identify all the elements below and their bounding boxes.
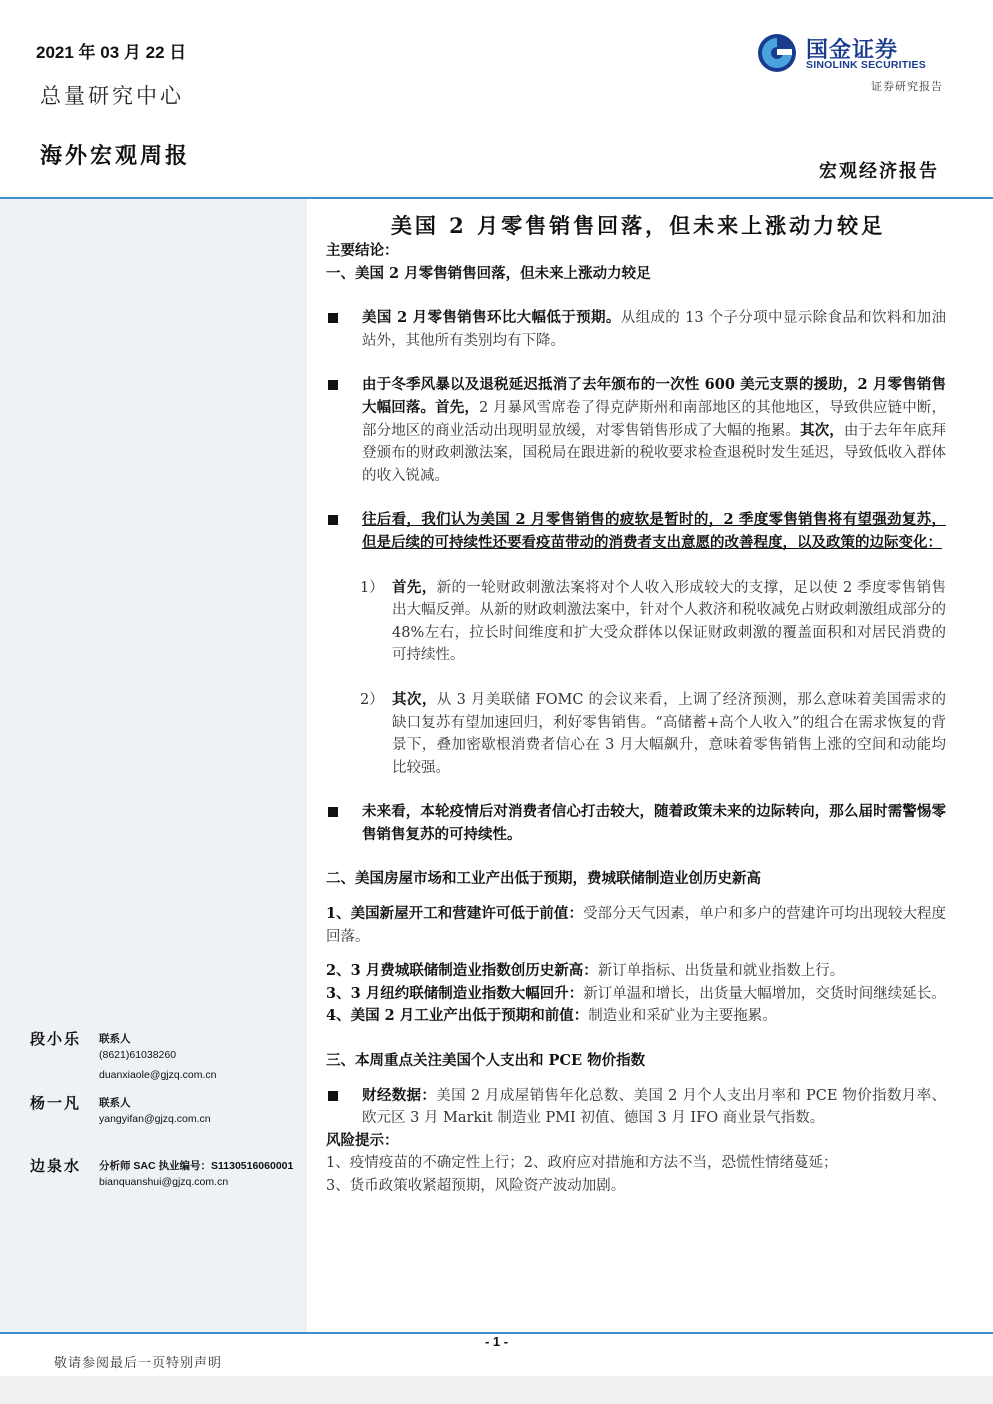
section2-item-4 — [326, 1005, 946, 1028]
analyst-email[interactable]: duanxiaole@gjzq.com.cn — [99, 1069, 217, 1081]
section1-heading: 一、美国 2 月零售销售回落，但未来上涨动力较足 — [326, 264, 651, 282]
section2-item-1 — [326, 903, 946, 948]
bullet-1 — [326, 307, 946, 352]
section2-item-2-text: 新订单指标、出货量和就业指数上行。 — [597, 963, 845, 980]
analyst-name: 段小乐 — [30, 1030, 82, 1048]
section2-item-4-text: 制造业和采矿业为主要拖累。 — [588, 1008, 777, 1025]
bullet-square-icon — [328, 515, 338, 525]
section2-heading: 二、美国房屋市场和工业产出低于预期，费城联储制造业创历史新高 — [326, 870, 761, 888]
analyst-role: 联系人 — [99, 1097, 131, 1109]
section2-item-3-bold: 3、3 月纽约联储制造业指数大幅回升： — [326, 984, 584, 1002]
main-content — [326, 240, 946, 1198]
report-title: 美国 2 月零售销售回落，但未来上涨动力较足 — [390, 213, 886, 238]
analyst-name: 边泉水 — [30, 1157, 82, 1175]
risk-line-2: 3、货币政策收紧超预期，风险资产波动加剧。 — [326, 1178, 626, 1194]
analyst-role: 分析师 SAC 执业编号：S1130516060001 — [99, 1160, 294, 1172]
report-type: 宏观经济报告 — [819, 161, 939, 182]
section2-item-1-bold: 1、美国新屋开工和营建许可低于前值： — [326, 905, 583, 923]
bullet-1-bold: 美国 2 月零售销售环比大幅低于预期。 — [362, 309, 621, 327]
sub-point-2-bold: 其次， — [392, 690, 437, 708]
bullet-2-text-2: 由于去年年底拜登颁布的财政刺激法案，国税局在跟进新的税收要求检查退税时发生延迟，导致低收入群体的收入锐减。 — [362, 422, 947, 484]
sinolink-logo — [756, 32, 942, 76]
page-number: - 1 - — [484, 1334, 509, 1349]
section3-bullet — [326, 1085, 946, 1130]
bullet-square-icon — [328, 380, 338, 390]
sub-point-1 — [326, 577, 946, 667]
bullet-square-icon — [328, 807, 338, 817]
bullet-2 — [326, 374, 946, 487]
research-center: 总量研究中心 — [40, 84, 184, 108]
section2-item-4-bold: 4、美国 2 月工业产出低于预期和前值： — [326, 1007, 589, 1025]
analyst-role: 联系人 — [99, 1033, 131, 1045]
bullet-1-text: 从组成的 13 个子分项中显示除食品和饮料和加油站外，其他所有类别均有下降。 — [362, 310, 947, 349]
analyst-info — [99, 1031, 216, 1083]
sub-point-2-number: 2） — [360, 691, 384, 708]
section3-bullet-text: 美国 2 月成屋销售年化总数、美国 2 月个人支出月率和 PCE 物价指数月率、欧元区 3 月 Markit 制造业 PMI 初值、德国 3 月 IFO 商业景气指数。 — [362, 1087, 947, 1127]
bullet-3 — [326, 509, 946, 554]
sub-point-2 — [326, 689, 946, 779]
bullet-square-icon — [328, 313, 338, 323]
section2-item-1-text: 受部分天气因素，单户和多户的营建许可均出现较大程度回落。 — [326, 906, 946, 945]
bullet-2-bold-2: 其次， — [800, 421, 844, 439]
analyst-info — [99, 1095, 211, 1127]
sub-point-2-text: 从 3 月美联储 FOMC 的会议来看，上调了经济预测，那么意味着美国需求的缺口复苏有望加速回归，利好零售销售。“高储蓄+高个人收入”的组合在需求恢复的背景下，叠加密歇根消费者信心在 3 月大幅飙升，意味着零售销售上涨的空间和动能均比较强。 — [392, 691, 946, 776]
bullet-4-bold: 未来看，本轮疫情后对消费者信心打击较大，随着政策未来的边际转向，那么届时需警惕零售销售复苏的可持续性。 — [362, 803, 946, 843]
bullet-2-bold-1: 由于冬季风暴以及退税延迟抵消了去年颁布的一次性 600 美元支票的援助，2 月零售销售大幅回落。首先， — [362, 376, 946, 416]
sub-point-1-number: 1） — [360, 579, 384, 596]
bullet-4 — [326, 801, 946, 846]
logo-subtitle: 证券研究报告 — [871, 80, 943, 93]
logo-chinese-name: 国金证券 — [806, 37, 899, 62]
report-series: 海外宏观周报 — [40, 143, 191, 169]
bullet-3-underlined: 往后看，我们认为美国 2 月零售销售的疲软是暂时的，2 季度零售销售将有望强劲复苏，但是后续的可持续性还要看疫苗带动的消费者支出意愿的改善程度，以及政策的边际变化： — [362, 511, 946, 551]
bullet-2-text-1: 2 月暴风雪席卷了得克萨斯州和南部地区的其他地区，导致供应链中断，部分地区的商业活动出现明显放缓，对零售销售形成了大幅的拖累。 — [362, 399, 947, 439]
main-conclusion-heading: 主要结论： — [326, 242, 399, 259]
risk-heading: 风险提示： — [326, 1131, 399, 1149]
disclaimer-note: 敬请参阅最后一页特别声明 — [54, 1356, 223, 1371]
sub-point-1-text: 新的一轮财政刺激法案将对个人收入形成较大的支撑，足以使 2 季度零售销售出大幅反弹。从新的财政刺激法案中，针对个人救济和税收减免占财政刺激组成部分的 48%左右，拉长时间维度和扩大受众群体以保证财政刺激的覆盖面积和对居民消费的可持续性。 — [392, 579, 946, 664]
risk-line-1: 1、疫情疫苗的不确定性上行；2、政府应对措施和方法不当，恐慌性情绪蔓延； — [326, 1155, 838, 1172]
section3-heading: 三、本周重点关注美国个人支出和 PCE 物价指数 — [326, 1052, 646, 1070]
report-date: 2021 年 03 月 22 日 — [36, 43, 187, 62]
section3-bullet-bold: 财经数据： — [362, 1086, 437, 1104]
logo-english-name: SINOLINK SECURITIES — [806, 59, 926, 71]
analyst-email[interactable]: yangyifan@gjzq.com.cn — [99, 1113, 211, 1125]
section2-item-3 — [326, 983, 946, 1006]
analyst-name: 杨一凡 — [30, 1094, 82, 1112]
bullet-square-icon — [328, 1091, 338, 1101]
section2-item-2 — [326, 960, 946, 983]
sinolink-logo-icon — [756, 32, 798, 74]
analyst-phone: (8621)61038260 — [99, 1049, 177, 1061]
section2-item-2-bold: 2、3 月费城联储制造业指数创历史新高： — [326, 962, 598, 980]
section2-item-3-text: 新订单温和增长，出货量大幅增加，交货时间继续延长。 — [583, 985, 946, 1002]
analyst-info — [99, 1158, 293, 1190]
analyst-email[interactable]: bianquanshui@gjzq.com.cn — [99, 1176, 229, 1188]
footer-band — [0, 1376, 993, 1404]
sub-point-1-bold: 首先， — [392, 578, 437, 596]
